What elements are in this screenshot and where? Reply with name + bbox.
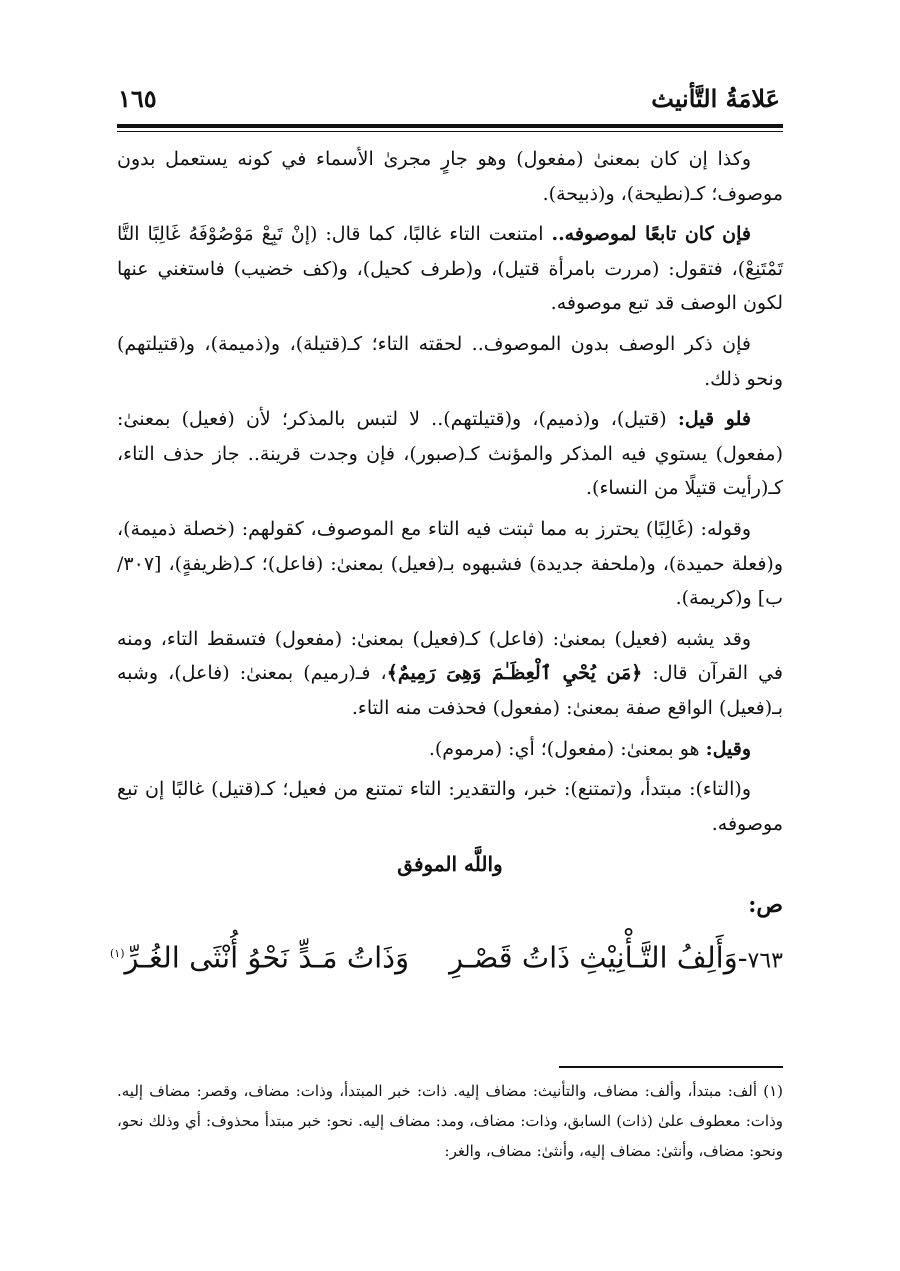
hemistich-2: وَذَاتُ مَـدٍّ نَحْوُ أُنْثَى الغُـرِّ — [124, 941, 410, 976]
paragraph-6 — [117, 622, 783, 726]
paragraph-2-text: امتنعت التاء غالبًا، كما قال: (إنْ تَبِعْ مَوْصُوْفَهُ غَالِبًا التَّا تَمْتَنِعْ)، فتقول: (مررت بامرأة قتيل)، و(طرف كحيل)، و(كف خضيب) فاستغني عنها لكون الوصف قد تبع موصوفه. — [117, 223, 783, 315]
verse-dash: - — [737, 941, 748, 976]
footnote-reference: (١) — [109, 947, 125, 961]
paragraph-5: وقوله: (غَالِبًا) يحترز به مما ثبتت فيه التاء مع الموصوف، كقولهم: (خصلة ذميمة)، و(فعلة حميدة)، و(ملحفة جديدة) فشبهوه بـ(فعيل) بمعنىٰ: (فاعل)؛ كـ(ظريفةٍ)، [٣٠٧/ب] و(كريمة). — [117, 517, 783, 610]
closing-phrase: واللَّه الموفق — [397, 852, 503, 877]
footnote-body: ألف: مبتدأ، وألف: مضاف، والتأنيث: مضاف إليه. ذات: خبر المبتدأ، وذات: مضاف، وقصر: مضاف إليه. وذات: معطوف علىٰ (ذات) السابق، وذات: مضاف، ومد: مضاف إليه. نحو: خبر مبتدأ محذوف: أي وذلك نحو، ونحو: مضاف، وأنثىٰ: مضاف إليه، وأنثىٰ: مضاف، والغر: — [117, 1082, 783, 1160]
main-text — [109, 142, 783, 994]
bold-lead: فلو قيل: — [677, 408, 751, 431]
paragraph-7-text: هو بمعنىٰ: (مفعول)؛ أي: (مرموم). — [428, 737, 700, 760]
paragraph-6-text: وقد يشبه (فعيل) بمعنىٰ: (فاعل) كـ(فعيل) بمعنىٰ: (مفعول) فتسقط التاء، ومنه في القرآن قال: — [117, 627, 783, 685]
verse-label: ص: — [748, 891, 783, 918]
header-rule-thick — [117, 124, 783, 128]
quran-verse: ﴿مَن يُحْيِ ٱلْعِظَـٰمَ وَهِىَ رَمِيمٌ﴾ — [386, 662, 643, 685]
hemistich-1: وَأَلِفُ التَّـأْنِيْثِ ذَاتُ قَصْـرِ — [449, 941, 738, 976]
poem-verse — [109, 928, 783, 988]
paragraph-7 — [117, 732, 783, 767]
footnote-separator — [559, 1066, 783, 1068]
paragraph-4-text: (قتيل)، و(ذميم)، و(قتيلتهم).. لا لتبس بالمذكر؛ لأن (فعيل) بمعنىٰ: (مفعول) يستوي فيه المذكر والمؤنث كـ(صبور)، فإن وجدت قرينة.. جاز حذف التاء، كـ(رأيت قتيلًا من النساء). — [117, 408, 783, 500]
header-rule-thin — [117, 131, 783, 132]
paragraph-3: فإن ذكر الوصف بدون الموصوف.. لحقته التاء؛ كـ(قتيلة)، و(ذميمة)، و(قتيلتهم) ونحو ذلك. — [117, 332, 783, 390]
running-header-title: عَلامَةُ التَّأنيث — [651, 84, 780, 113]
paragraph-4 — [117, 402, 783, 506]
paragraph-1: وكذا إن كان بمعنىٰ (مفعول) وهو جارٍ مجرىٰ الأسماء في كونه يستعمل بدون موصوف؛ كـ(نطيحة)، و(ذبيحة). — [117, 148, 783, 205]
paragraph-2 — [117, 217, 783, 321]
paragraph-8: و(التاء): مبتدأ، و(تمتنع): خبر، والتقدير: التاء تمتنع من فعيل؛ كـ(قتيل) غالبًا إن تبع موصوفه. — [117, 778, 783, 835]
verse-number: ٧٦٣ — [747, 949, 783, 975]
bold-lead: وقيل: — [705, 737, 751, 760]
footnote-marker: (١) — [763, 1082, 783, 1100]
page-number: ١٦٥ — [118, 84, 157, 113]
bold-lead: فإن كان تابعًا لموصوفه.. — [551, 223, 751, 246]
paragraph-6-continuation: ، فـ(رميم) بمعنىٰ: (فاعل)، وشبه بـ(فعيل) الواقع صفة بمعنىٰ: (مفعول) فحذفت منه التاء. — [117, 662, 783, 719]
footnote — [117, 1076, 783, 1166]
footnote-text — [117, 1076, 783, 1166]
